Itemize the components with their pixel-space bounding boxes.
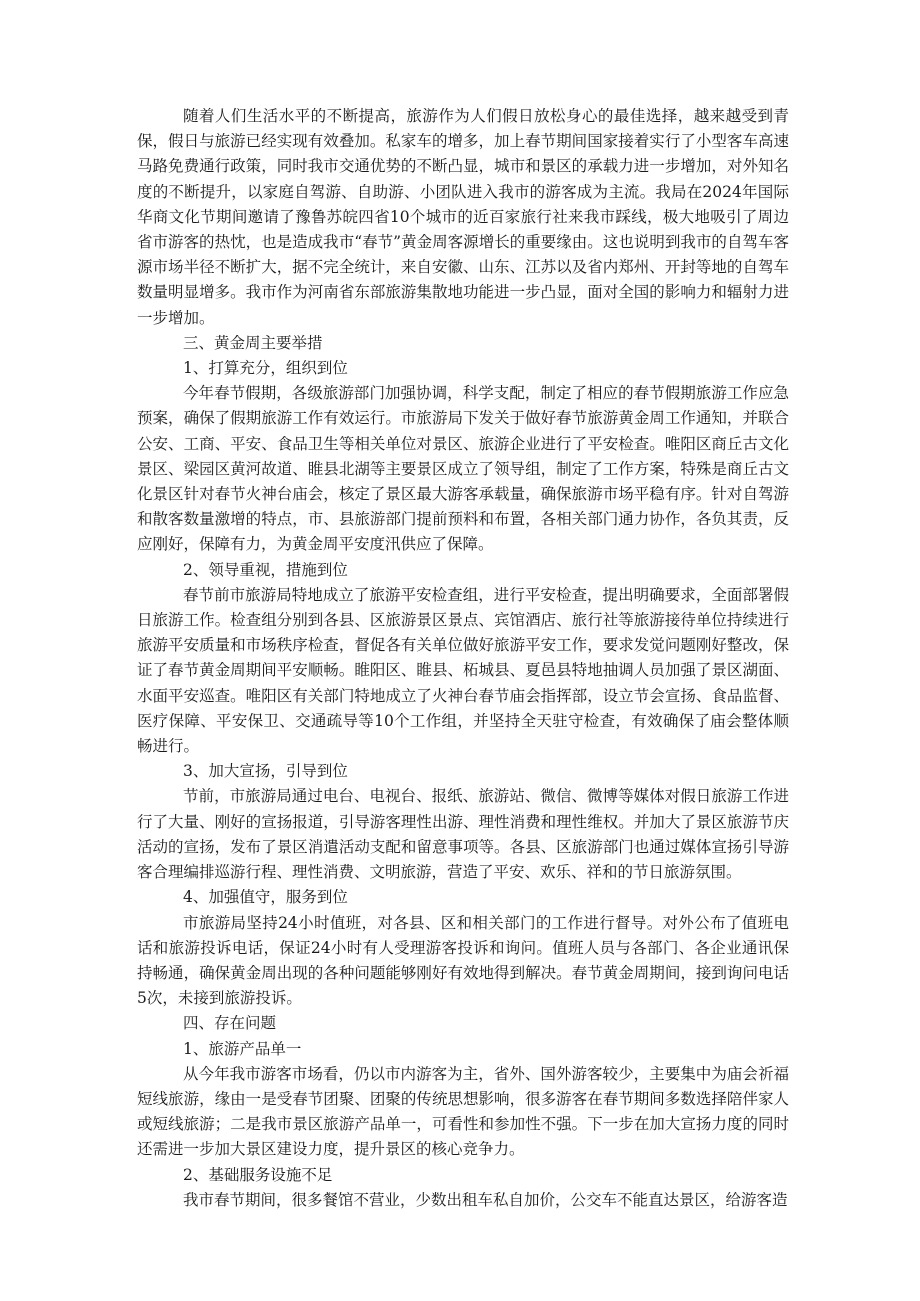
paragraph-preparation: 今年春节假期，各级旅游部门加强协调，科学支配，制定了相应的春节假期旅游工作应急预案，确保了假期旅游工作有效运行。市旅游局下发关于做好春节旅游黄金周工作通知，并联合公安、工商、平安、食品卫生等相关单位对景区、旅游企业进行了平安检查。唯阳区商丘古文化景区、梁园区黄河故道、睢县北湖等主要景区成立了领导组，制定了工作方案，特殊是商丘古文化景区针对春节火神台庙会，核定了景区最大游客承载量，确保旅游市场平稳有序。针对自驾游和散客数量激增的特点，市、县旅游部门提前预料和布置，各相关部门通力协作，各负其责，反应刚好，保障有力，为黄金周平安度汛供应了保障。 xyxy=(137,384,789,554)
subheading-publicity: 3、加大宣扬，引导到位 xyxy=(183,762,348,781)
section-heading-problems: 四、存在问题 xyxy=(183,1014,277,1033)
paragraph-publicity: 节前，市旅游局通过电台、电视台、报纸、旅游站、微信、微博等媒体对假日旅游工作进行了大量、刚好的宣扬报道，引导游客理性出游、理性消费和理性维权。并加大了景区旅游节庆活动的宣扬，发布了景区消遣活动支配和留意事项等。各县、区旅游部门也通过媒体宣扬引导游客合理编排巡游行程、理性消费、文明旅游，营造了平安、欢乐、祥和的节日旅游氛围。 xyxy=(137,787,789,882)
paragraph-single-product: 从今年我市游客市场看，仍以市内游客为主，省外、国外游客较少，主要集中为庙会祈福短线旅游，缘由一是受春节团聚、团聚的传统思想影响，很多游客在春节期间多数选择陪伴家人或短线旅游；二是我市景区旅游产品单一，可看性和参加性不强。下一步在加大宣扬力度的同时还需进一步加大景区建设力度，提升景区的核心竞争力。 xyxy=(137,1064,789,1159)
subheading-duty: 4、加强值守，服务到位 xyxy=(183,888,348,907)
paragraph-intro: 随着人们生活水平的不断提高，旅游作为人们假日放松身心的最佳选择，越来越受到青保，假日与旅游已经实现有效叠加。私家车的增多，加上春节期间国家接着实行了小型客车高速马路免费通行政策，同时我市交通优势的不断凸显，城市和景区的承载力进一步增加，对外知名度的不断提升，以家庭自驾游、自助游、小团队进入我市的游客成为主流。我局在2024年国际华商文化节期间邀请了豫鲁苏皖四省10个城市的近百家旅行社来我市踩线，极大地吸引了周边省市游客的热忱，也是造成我市“春节”黄金周客源增长的重要缘由。这也说明到我市的自驾车客源市场半径不断扩大，据不完全统计，来自安徽、山东、江苏以及省内郑州、开封等地的自驾车数量明显增多。我市作为河南省东部旅游集散地功能进一步凸显，面对全国的影响力和辐射力进一步增加。 xyxy=(137,107,789,327)
subheading-leadership: 2、领导重视，措施到位 xyxy=(183,560,348,579)
paragraph-infrastructure: 我市春节期间，很多餐馆不营业，少数出租车私自加价，公交车不能直达景区，给游客造 xyxy=(183,1190,788,1209)
subheading-infrastructure: 2、基础服务设施不足 xyxy=(183,1165,333,1184)
subheading-single-product: 1、旅游产品单一 xyxy=(183,1039,302,1058)
paragraph-duty: 市旅游局坚持24小时值班，对各县、区和相关部门的工作进行督导。对外公布了值班电话和旅游投诉电话，保证24小时有人受理游客投诉和询问。值班人员与各部门、各企业通讯保持畅通，确保黄金周出现的各种问题能够刚好有效地得到解决。春节黄金周期间，接到询问电话5次，未接到旅游投诉。 xyxy=(137,913,789,1008)
section-heading-measures: 三、黄金周主要举措 xyxy=(183,333,323,352)
document-body xyxy=(137,104,789,1213)
subheading-preparation: 1、打算充分，组织到位 xyxy=(183,359,348,378)
paragraph-leadership: 春节前市旅游局特地成立了旅游平安检查组，进行平安检查，提出明确要求，全面部署假日旅游工作。检查组分别到各县、区旅游景区景点、宾馆酒店、旅行社等旅游接待单位持续进行旅游平安质量和市场秩序检查，督促各有关单位做好旅游平安工作，要求发觉问题刚好整改，保证了春节黄金周期间平安顺畅。睢阳区、睢县、柘城县、夏邑县特地抽调人员加强了景区湖面、水面平安巡查。唯阳区有关部门特地成立了火神台春节庙会指挥部，设立节会宣扬、食品监督、医疗保障、平安保卫、交通疏导等10个工作组，并坚持全天驻守检查，有效确保了庙会整体顺畅进行。 xyxy=(137,585,789,756)
